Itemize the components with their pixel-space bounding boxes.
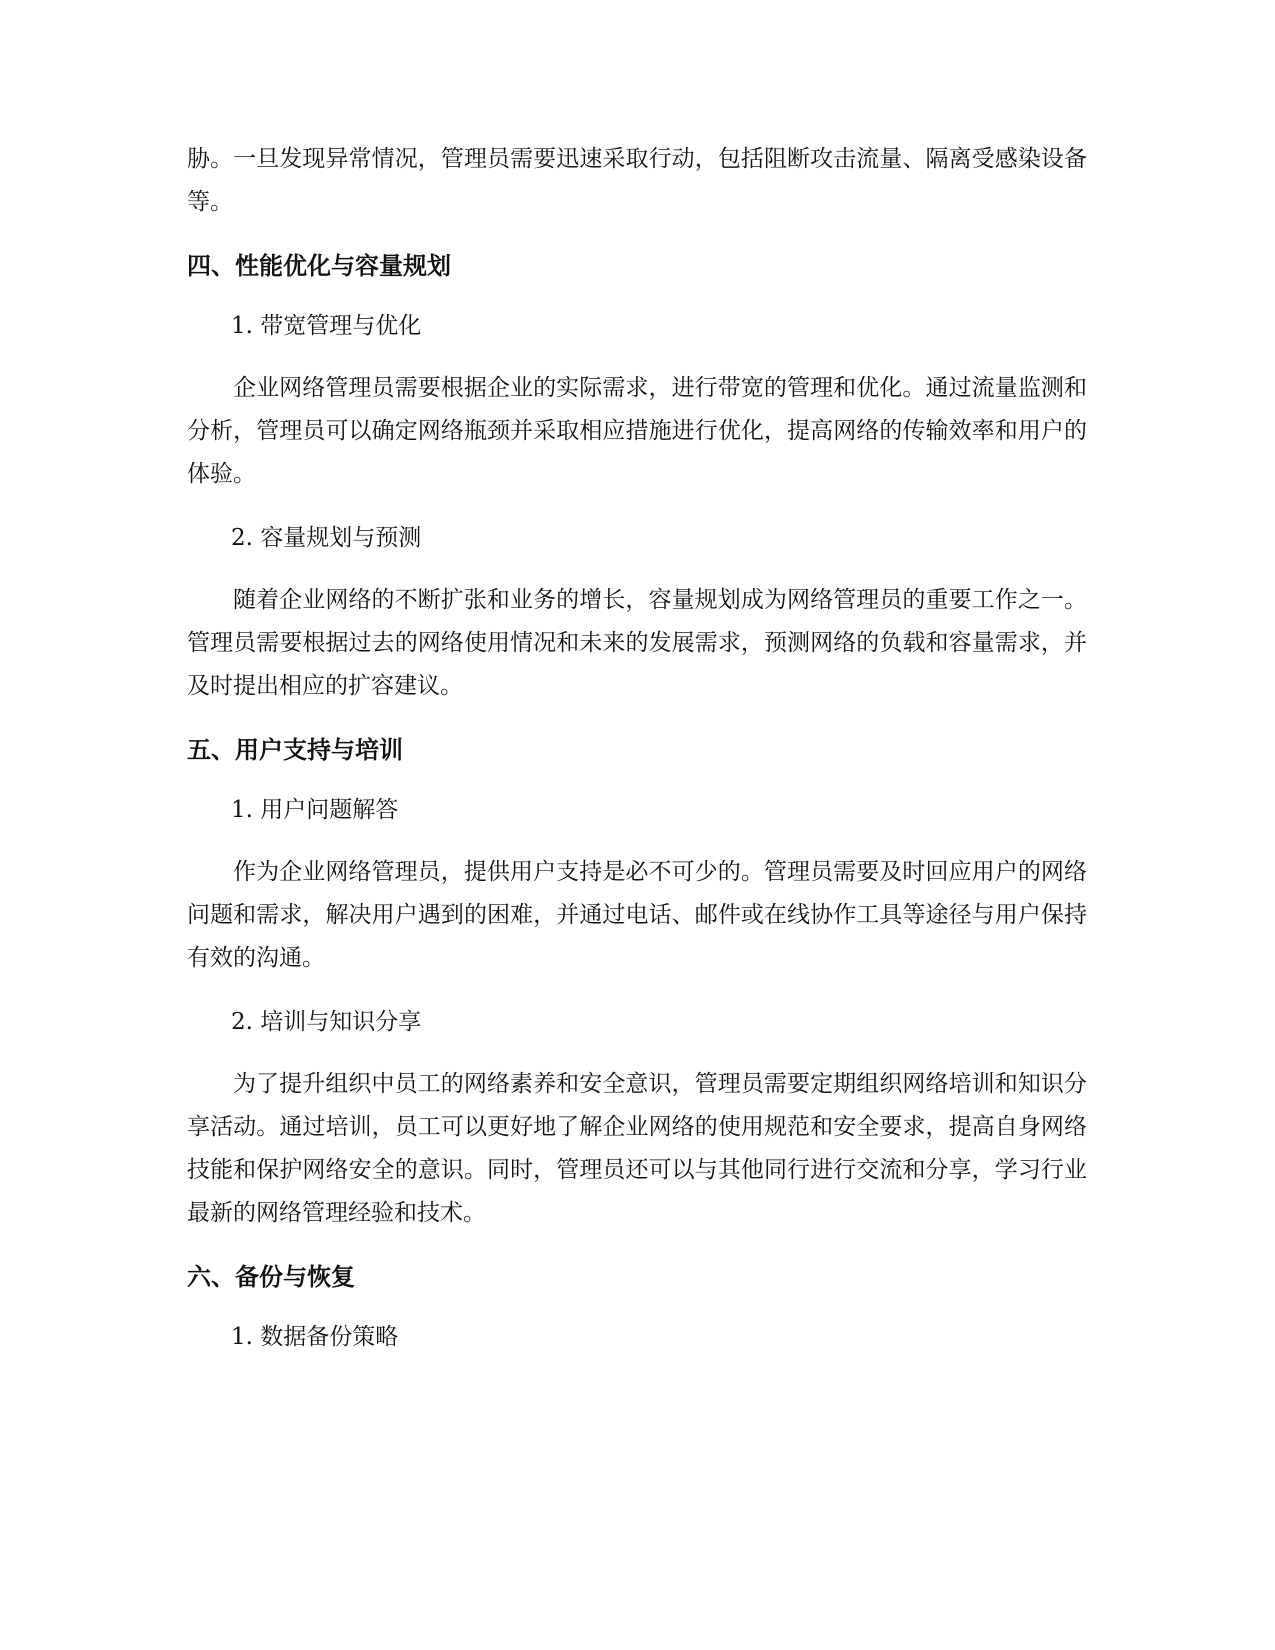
section-heading-user-support: 五、用户支持与培训 — [187, 736, 403, 764]
section-heading-performance: 四、性能优化与容量规划 — [187, 252, 451, 280]
section-heading-backup: 六、备份与恢复 — [187, 1263, 355, 1291]
paragraph-continuation: 胁。一旦发现异常情况，管理员需要迅速采取行动，包括阻断攻击流量、隔离受感染设备等。 — [187, 146, 1087, 215]
subheading-user-questions: 1. 用户问题解答 — [231, 797, 399, 823]
paragraph-bandwidth: 企业网络管理员需要根据企业的实际需求，进行带宽的管理和优化。通过流量监测和分析，管理员可以确定网络瓶颈并采取相应措施进行优化，提高网络的传输效率和用户的体验。 — [187, 375, 1087, 487]
paragraph-capacity: 随着企业网络的不断扩张和业务的增长，容量规划成为网络管理员的重要工作之一。管理员需要根据过去的网络使用情况和未来的发展需求，预测网络的负载和容量需求，并及时提出相应的扩容建议。 — [187, 587, 1087, 699]
document-body — [187, 138, 1087, 1378]
subheading-training: 2. 培训与知识分享 — [231, 1009, 422, 1035]
paragraph-user-questions: 作为企业网络管理员，提供用户支持是必不可少的。管理员需要及时回应用户的网络问题和需求，解决用户遇到的困难，并通过电话、邮件或在线协作工具等途径与用户保持有效的沟通。 — [187, 859, 1087, 971]
subheading-backup-strategy: 1. 数据备份策略 — [231, 1324, 399, 1350]
subheading-capacity: 2. 容量规划与预测 — [231, 525, 422, 551]
subheading-bandwidth: 1. 带宽管理与优化 — [231, 313, 422, 339]
paragraph-training: 为了提升组织中员工的网络素养和安全意识，管理员需要定期组织网络培训和知识分享活动。通过培训，员工可以更好地了解企业网络的使用规范和安全要求，提高自身网络技能和保护网络安全的意识。同时，管理员还可以与其他同行进行交流和分享，学习行业最新的网络管理经验和技术。 — [187, 1071, 1087, 1226]
